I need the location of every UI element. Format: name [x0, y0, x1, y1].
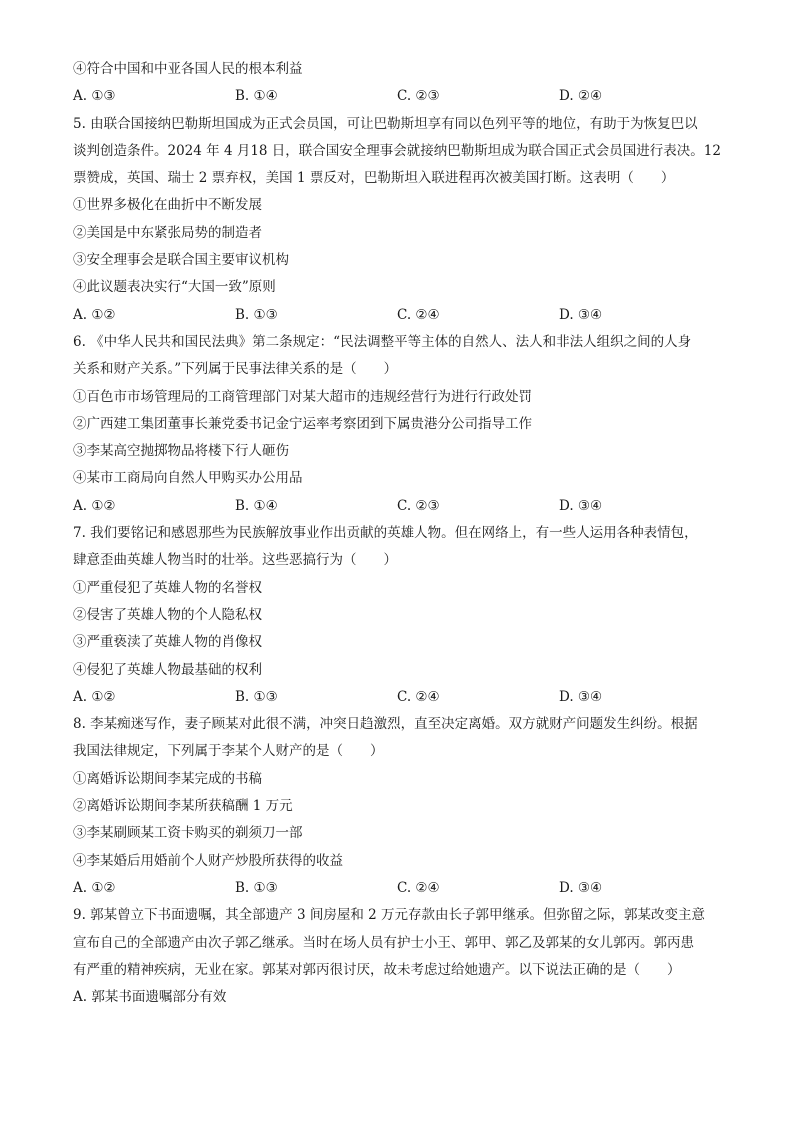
text-line: ①世界多极化在曲折中不断发展: [73, 197, 262, 214]
text-line: ②侵害了英雄人物的个人隐私权: [73, 606, 262, 623]
answer-option: A. ①③: [73, 88, 116, 105]
text-line: 肆意歪曲英雄人物当时的壮举。这些恶搞行为（ ）: [73, 552, 397, 569]
answer-options-row: [73, 684, 723, 711]
answer-option: B. ①③: [235, 688, 278, 705]
answer-options-row: [73, 302, 723, 329]
answer-option: B. ①③: [235, 879, 278, 896]
answer-option: B. ①④: [235, 88, 278, 105]
text-line: 谈判创造条件。2024 年 4 月18 日，联合国安全理事会就接纳巴勒斯坦成为联合国正式会员国进行表决。12: [73, 142, 721, 159]
answer-option: A. ①②: [73, 688, 116, 705]
answer-options-row: [73, 875, 723, 902]
text-line: 我国法律规定，下列属于李某个人财产的是（ ）: [73, 743, 384, 760]
exam-page: [73, 56, 723, 1011]
text-line: A. 郭某书面遗嘱部分有效: [73, 989, 227, 1006]
text-line: ③李某高空抛掷物品将楼下行人砸伤: [73, 443, 289, 460]
text-line: 5. 由联合国接纳巴勒斯坦国成为正式会员国，可让巴勒斯坦享有同以色列平等的地位，有助于为恢复巴以: [73, 115, 698, 132]
answer-option: C. ②④: [397, 688, 440, 705]
text-line: ④侵犯了英雄人物最基础的权利: [73, 661, 262, 678]
text-line: 有严重的精神疾病，无业在家。郭某对郭丙很讨厌，故未考虑过给她遗产。以下说法正确的是（ ）: [73, 961, 681, 978]
text-line: 8. 李某痴迷写作，妻子顾某对此很不满，冲突日趋激烈，直至决定离婚。双方就财产问题发生纠纷。根据: [73, 716, 698, 733]
answer-options-row: [73, 493, 723, 520]
text-line: ④此议题表决实行“大国一致”原则: [73, 279, 276, 296]
answer-option: C. ②④: [397, 306, 440, 323]
answer-option: D. ③④: [559, 879, 603, 896]
answer-options-row: [73, 83, 723, 110]
answer-option: C. ②④: [397, 879, 440, 896]
answer-option: B. ①④: [235, 497, 278, 514]
text-line: ③李某刷顾某工资卡购买的剃须刀一部: [73, 825, 303, 842]
answer-option: D. ②④: [559, 88, 603, 105]
text-line: ②离婚诉讼期间李某所获稿酬 1 万元: [73, 798, 293, 815]
text-line: ④李某婚后用婚前个人财产炒股所获得的收益: [73, 852, 343, 869]
text-line: ①严重侵犯了英雄人物的名誉权: [73, 579, 262, 596]
text-line: ②美国是中东紧张局势的制造者: [73, 224, 262, 241]
answer-option: A. ①②: [73, 306, 116, 323]
text-line: 9. 郭某曾立下书面遗嘱，其全部遗产 3 间房屋和 2 万元存款由长子郭甲继承。但弥留之际，郭某改变主意: [73, 907, 706, 924]
answer-option: A. ①②: [73, 879, 116, 896]
answer-option: D. ③④: [559, 688, 603, 705]
answer-option: C. ②③: [397, 497, 440, 514]
text-line: 关系和财产关系。”下列属于民事法律关系的是（ ）: [73, 361, 398, 378]
text-line: ④某市工商局向自然人甲购买办公用品: [73, 470, 303, 487]
text-line: 6. 《中华人民共和国民法典》第二条规定：“民法调整平等主体的自然人、法人和非法人组织之间的人身: [73, 333, 692, 350]
answer-option: D. ③④: [559, 306, 603, 323]
text-line: ④符合中国和中亚各国人民的根本利益: [73, 61, 303, 77]
answer-option: A. ①②: [73, 497, 116, 514]
answer-option: C. ②③: [397, 88, 440, 105]
text-line: ①百色市市场管理局的工商管理部门对某大超市的违规经营行为进行行政处罚: [73, 388, 532, 405]
answer-option: B. ①③: [235, 306, 278, 323]
text-line: 宣布自己的全部遗产由次子郭乙继承。当时在场人员有护士小王、郭甲、郭乙及郭某的女儿郭丙。郭丙患: [73, 934, 694, 951]
text-line: ③安全理事会是联合国主要审议机构: [73, 252, 289, 269]
text-line: ③严重亵渎了英雄人物的肖像权: [73, 634, 262, 651]
answer-option: D. ③④: [559, 497, 603, 514]
text-line: ①离婚诉讼期间李某完成的书稿: [73, 770, 262, 787]
text-line: 票赞成，英国、瑞士 2 票弃权，美国 1 票反对，巴勒斯坦入联进程再次被美国打断。这表明（ ）: [73, 170, 675, 187]
text-line: ②广西建工集团董事长兼党委书记金宁运率考察团到下属贵港分公司指导工作: [73, 415, 532, 432]
text-line: 7. 我们要铭记和感恩那些为民族解放事业作出贡献的英雄人物。但在网络上，有一些人运用各种表情包，: [73, 525, 698, 542]
